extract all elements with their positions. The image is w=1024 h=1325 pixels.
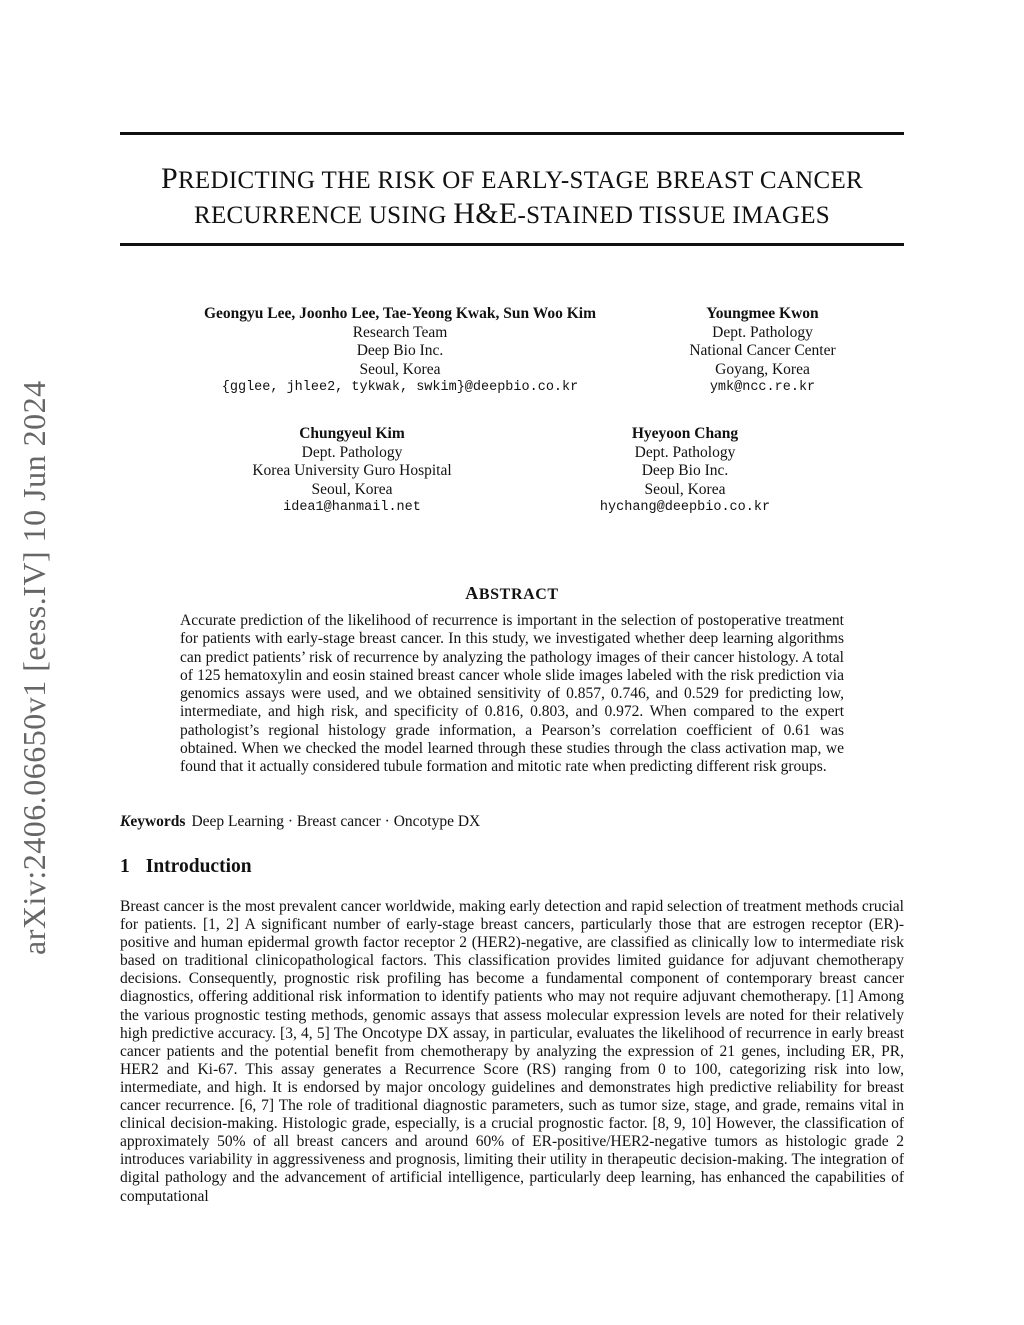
introduction-body: Breast cancer is the most prevalent cancer worldwide, making early detection and rapid selection of treatment methods crucial for patients. [1, 2] A significant number of early-stage breast cancers, particularly those that are estrogen receptor (ER)-positive and human epidermal growth factor receptor 2 (HER2)-negative, are classified as clinically low to intermediate risk based on traditional clinicopathological factors. This classification provides limited guidance for adjuvant chemotherapy decisions. Consequently, prognostic risk profiling has become a fundamental component of contemporary breast cancer diagnostics, offering additional risk information to identify patients who may not require adjuvant chemotherapy. [1] Among the various prognostic testing methods, genomic assays that assess molecular expression levels are noted for their relatively high predictive accuracy. [3, 4, 5] The Oncotype DX assay, in particular, evaluates the likelihood of recurrence in early breast cancer patients and the potential benefit from chemotherapy by analyzing the expression of 21 genes, including ER, PR, HER2 and Ki-67. This assay generates a Recurrence Score (RS) ranging from 0 to 100, categorizing risk into low, intermediate, and high. It is endorsed by major oncology guidelines and demonstrates high predictive reliability for breast cancer recurrence. [6, 7] The role of traditional diagnostic parameters, such as tumor size, stage, and grade, remains vital in clinical decision-making. Histologic grade, especially, is a crucial prognostic factor. [8, 9, 10] However, the classification of approximately 50% of all breast cancers and around 60% of ER-positive/HER2-negative tumors as histologic grade 2 introduces variability in aggressiveness and prognosis, limiting their utility in therapeutic decision-making. The integration of digital pathology and the advancement of artificial intelligence, particularly deep learning, has enhanced the capabilities of computational [120,898,904,1205]
title-rule-top [120,132,904,135]
author-team: Research Team [352,323,448,341]
author-org: Korea University Guro Hospital [252,462,452,479]
abstract-heading-rest: BSTRACT [478,586,559,603]
author-team: Dept. Pathology [634,443,736,461]
abstract-heading-initial: A [465,583,479,603]
keywords-label-initial: K [120,813,131,830]
author-team: Dept. Pathology [301,443,403,461]
author-location: Seoul, Korea [359,360,441,378]
paper-title-line-2 [120,198,904,232]
keywords-label-rest: eywords [130,813,186,830]
author-email[interactable]: idea1@hanmail.net [283,500,421,515]
title-line-2-part1: RECURRENCE USING [193,202,454,229]
author-email[interactable]: hychang@deepbio.co.kr [599,500,771,515]
section-number: 1 [120,856,130,877]
author-names: Chungyeul Kim [299,425,405,442]
author-org: Deep Bio Inc. [356,342,444,359]
author-names: Hyeyoon Chang [631,425,739,442]
section-title: Introduction [145,856,252,877]
author-team: Dept. Pathology [712,323,813,341]
author-location: Seoul, Korea [311,480,393,498]
title-h: H [453,197,476,230]
abstract-body: Accurate prediction of the likelihood of recurrence is important in the selection of postoperative treatment for patients with early-stage breast cancer. In this study, we investigated whether deep learning algorithms can predict patients’ risk of recurrence by analyzing the pathology images of their cancer histology. A total of 125 hematoxylin and eosin stained breast cancer whole slide images labeled with the risk prediction via genomics assays were used, and we obtained sensitivity of 0.857, 0.746, and 0.529 for predicting low, intermediate, and high risk, and specificity of 0.816, 0.803, and 0.972. When compared to the expert pathologist’s regional histology grade information, a Pearson’s correlation coefficient of 0.61 was obtained. When we checked the model learned through these studies through the class activation map, we found that it actually considered tubule formation and mitotic rate when predicting different risk groups. [180,612,844,776]
section-heading-introduction [120,856,252,878]
title-line-2-rest: -STAINED TISSUE IMAGES [517,202,831,229]
paper-title-line-1 [120,163,904,197]
author-block-kim [232,425,472,518]
keywords-line [120,813,480,831]
keywords-label [120,813,185,830]
author-block-deepbio [180,305,620,398]
title-line-1-text: REDICTING THE RISK OF EARLY-STAGE BREAST CANCER [177,167,864,194]
title-rule-bottom [120,243,904,246]
author-email[interactable]: ymk@ncc.re.kr [709,380,816,395]
abstract-heading [120,583,904,604]
title-e: E [498,197,518,230]
title-initial: P [160,162,178,195]
author-block-kwon [650,305,875,398]
arxiv-identifier: arXiv:2406.06650v1 [eess.IV] 10 Jun 2024 [16,380,52,955]
title-ampersand: & [475,197,499,230]
author-block-chang [575,425,795,518]
author-location: Goyang, Korea [715,360,810,378]
keywords-items: Deep Learning · Breast cancer · Oncotype DX [191,813,481,830]
author-location: Seoul, Korea [644,480,726,498]
author-names: Geongyu Lee, Joonho Lee, Tae-Yeong Kwak, Sun Woo Kim [203,305,596,322]
author-email[interactable]: {gglee, jhlee2, tykwak, swkim}@deepbio.co.kr [221,380,579,395]
author-names: Youngmee Kwon [706,305,819,322]
author-org: National Cancer Center [689,342,836,359]
author-org: Deep Bio Inc. [641,462,729,479]
